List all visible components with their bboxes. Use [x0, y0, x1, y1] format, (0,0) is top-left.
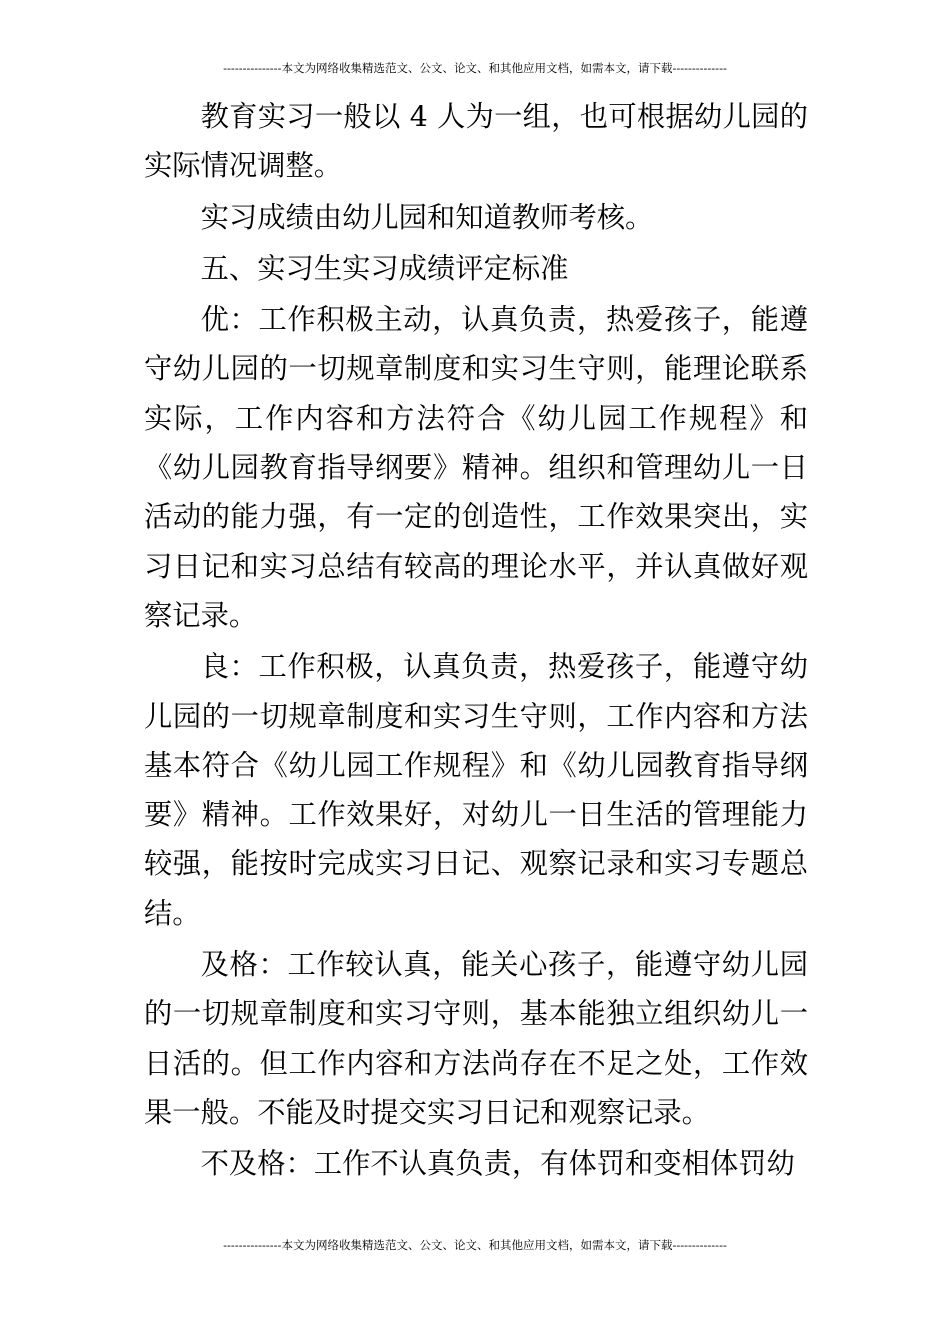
- paragraph-grade-good: 良：工作积极，认真负责，热爱孩子，能遵守幼儿园的一切规章制度和实习生守则，工作内容和方法基本符合《幼儿园工作规程》和《幼儿园教育指导纲要》精神。工作效果好，对幼儿一日生活的管理能力较强，能按时完成实习日记、观察记录和实习专题总结。: [144, 650, 808, 930]
- page-footer: ---------------本文为网络收集精选范文、公文、论文、和其他应用文档，如需本文，请下载--------------: [223, 1238, 727, 1252]
- paragraph-assessment: 实习成绩由幼儿园和知道教师考核。: [200, 200, 654, 234]
- paragraph-grade-pass: 及格：工作较认真，能关心孩子，能遵守幼儿园的一切规章制度和实习守则，基本能独立组织幼儿一日活的。但工作内容和方法尚存在不足之处，工作效果一般。不能及时提交实习日记和观察记录。: [144, 948, 808, 1129]
- section-heading: 五、实习生实习成绩评定标准: [200, 251, 569, 285]
- document-body: [144, 92, 808, 1191]
- page-header: ---------------本文为网络收集精选范文、公文、论文、和其他应用文档，如需本文，请下载--------------: [223, 61, 727, 75]
- paragraph-grade-fail: 不及格：工作不认真负责，有体罚和变相体罚幼: [200, 1147, 795, 1181]
- paragraph-grade-excellent: 优：工作积极主动，认真负责，热爱孩子，能遵守幼儿园的一切规章制度和实习生守则，能理论联系实际，工作内容和方法符合《幼儿园工作规程》和《幼儿园教育指导纲要》精神。组织和管理幼儿一日活动的能力强，有一定的创造性，工作效果突出，实习日记和实习总结有较高的理论水平，并认真做好观察记录。: [144, 303, 808, 632]
- paragraph-grouping: 教育实习一般以 4 人为一组，也可根据幼儿园的实际情况调整。: [144, 100, 808, 183]
